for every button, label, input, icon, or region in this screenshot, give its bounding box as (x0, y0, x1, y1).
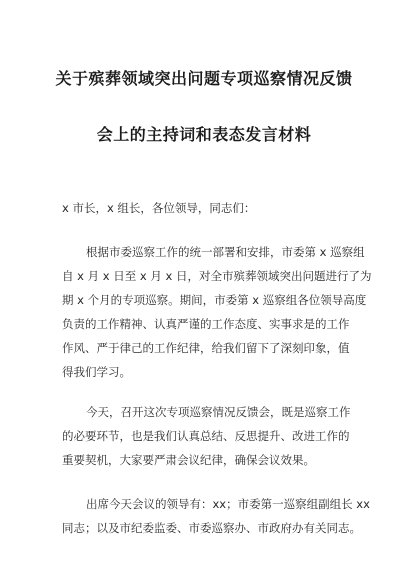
paragraph-3-line-2: 同志；以及市纪委监委、市委巡察办、市政府办有关同志。 (62, 521, 361, 535)
salutation: x 市长，x 组长，各位领导，同志们： (62, 201, 256, 215)
document-title-line-2: 会上的主持词和表态发言材料 (96, 125, 312, 144)
paragraph-2-line-2: 的必要环节，也是我们认真总结、反思提升、改进工作的 (62, 429, 350, 443)
paragraph-1-line-5: 作风、严于律己的工作纪律，给我们留下了深刻印象，值 (62, 341, 350, 355)
paragraph-2-line-1: 今天，召开这次专项巡察情况反馈会，既是巡察工作 (86, 405, 351, 419)
paragraph-2-line-3: 重要契机，大家要严肃会议纪律，确保会议效果。 (62, 453, 315, 467)
paragraph-1-line-1: 根据市委巡察工作的统一部署和安排，市委第 x 巡察组 (86, 245, 365, 259)
paragraph-1-line-6: 得我们学习。 (62, 365, 131, 379)
document-title-line-1: 关于殡葬领域突出问题专项巡察情况反馈 (55, 69, 353, 88)
paragraph-1-line-3: 期 x 个月的专项巡察。期间，市委第 x 巡察组各位领导高度 (62, 293, 367, 307)
paragraph-1-line-2: 自 x 月 x 日至 x 月 x 日，对全市殡葬领域突出问题进行了为 (62, 269, 372, 283)
paragraph-3-line-1: 出席今天会议的领导有：xx；市委第一巡察组副组长 xx (86, 497, 370, 511)
paragraph-1-line-4: 负责的工作精神、认真严谨的工作态度、实事求是的工作 (62, 317, 350, 331)
